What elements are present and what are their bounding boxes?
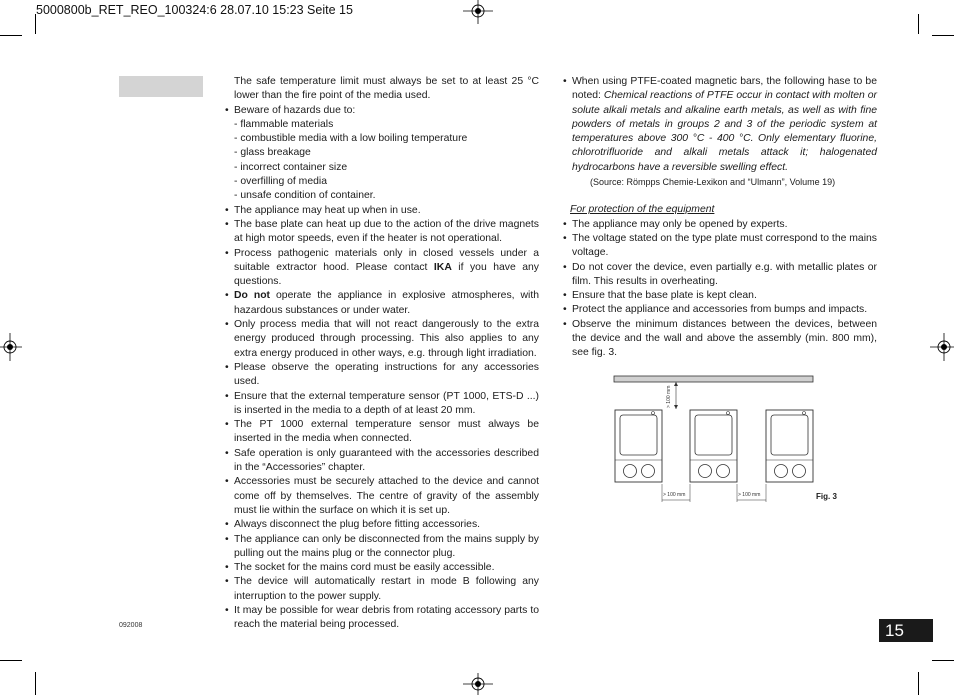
brand-name: IKA (433, 261, 452, 273)
bullet-item: • Only process media that will not react dangerously to the extra energy produced through processing. This also applies to any extra energy produced in other ways, e.g. through light irradiation. (225, 318, 539, 361)
section-marker-bar (119, 76, 203, 97)
crop-mark (35, 672, 36, 695)
bullet-item: • The appliance may only be opened by experts. (563, 218, 877, 232)
registration-mark-icon (930, 333, 954, 361)
bullet-item: • Ensure that the external temperature sensor (PT 1000, ETS-D ...) is inserted in the media to a depth of at least 20 mm. (225, 390, 539, 419)
crop-mark (0, 660, 22, 661)
bullet-item: • Always disconnect the plug before fitting accessories. (225, 518, 539, 532)
hazards-title: • Beware of hazards due to: (225, 104, 539, 118)
bullet-item: • The appliance may heat up when in use. (225, 204, 539, 218)
device-outline (690, 410, 737, 482)
device-outline (766, 410, 813, 482)
bullet-item: • The base plate can heat up due to the action of the drive magnets at high motor speeds, even if the heater is not operational. (225, 218, 539, 247)
bullet-item (225, 289, 539, 318)
ptfe-details: Chemical reactions of PTFE occur in contact with molten or solute alkali metals and alkaline earth metals, as well as with fine powders of metals in groups 2 and 3 of the periodic system at temperatures above 300 °C - 400 °C. Only elementary fluorine, chlorotrifluoride and alkali metals attack it; halogenated hydrocarbons have a reversible swelling effect. (572, 90, 877, 173)
ptfe-intro: When using PTFE-coated magnetic bars, the following hase to be noted: (572, 76, 877, 102)
registration-mark-icon (463, 0, 493, 24)
protection-heading: For protection of the equipment (570, 204, 715, 216)
intro-paragraph: The safe temperature limit must always be set to at least 25 °C lower than the fire point of the media used. (234, 76, 539, 102)
hazard-item: - combustible media with a low boiling temperature (234, 133, 468, 145)
hazard-item: - unsafe condition of container. (234, 190, 376, 202)
spacing-diagram (612, 372, 816, 504)
bullet-item: • Do not cover the device, even partially e.g. with metallic plates or film. This results in overheating. (563, 261, 877, 290)
bullet-item: • The device will automatically restart in mode B following any interruption to the power supply. (225, 575, 539, 604)
bullet-item: • The appliance can only be disconnected from the mains supply by pulling out the mains plug or the connector plug. (225, 533, 539, 562)
bullet-item: • Safe operation is only guaranteed with the accessories described in the “Accessories” chapter. (225, 447, 539, 476)
overhead-shelf (614, 376, 813, 382)
hazard-item: - glass breakage (234, 147, 311, 159)
crop-mark (0, 35, 22, 36)
dimension-label-right: > 100 mm (738, 492, 761, 498)
bullet-item: • It may be possible for wear debris from rotating accessory parts to reach the material being processed. (225, 604, 539, 633)
document-code: 092008 (119, 622, 143, 629)
dimension-label-top: > 100 mm (666, 385, 672, 408)
right-column (563, 75, 877, 361)
bullet-item: • Please observe the operating instructions for any accessories used. (225, 361, 539, 390)
bullet-item: • The voltage stated on the type plate must correspond to the mains voltage. (563, 232, 877, 261)
bullet-text: if you have any questions. (234, 261, 539, 288)
registration-mark-icon (463, 673, 493, 695)
bullet-item: • Observe the minimum distances between the devices, between the device and the wall and above the assembly (min. 800 mm), see fig. 3. (563, 318, 877, 361)
bullet-item: • Protect the appliance and accessories from bumps and impacts. (563, 303, 877, 317)
bullet-item: • Accessories must be securely attached to the device and cannot come off by themselves. The centre of gravity of the assembly must lie within the surface on which it is set up. (225, 475, 539, 518)
left-column (225, 75, 539, 633)
registration-mark-icon (0, 333, 22, 361)
print-slug-header: 5000800b_RET_REO_100324:6 28.07.10 15:23 Seite 15 (36, 3, 353, 17)
bullet-text: operate the appliance in explosive atmospheres, with hazardous substances or under water. (234, 290, 539, 316)
source-citation: (Source: Römpps Chemie-Lexikon and “Ulmann”, Volume 19) (590, 177, 836, 188)
hazard-item: - incorrect container size (234, 161, 348, 173)
bullet-item (225, 247, 539, 290)
ptfe-warning (563, 75, 877, 175)
bullet-item: • The PT 1000 external temperature sensor must always be inserted in the media when connected. (225, 418, 539, 447)
bullet-text: Process pathogenic materials only in closed vessels under a suitable extractor hood. Please contact (234, 247, 539, 273)
crop-mark (918, 14, 919, 34)
crop-mark (35, 14, 36, 34)
device-outline (615, 410, 662, 482)
dimension-label-left: > 100 mm (663, 492, 686, 498)
page-number: 15 (879, 619, 933, 642)
bullet-item: • The socket for the mains cord must be easily accessible. (225, 561, 539, 575)
hazard-item: - flammable materials (234, 118, 334, 130)
bullet-item: • Ensure that the base plate is kept clean. (563, 289, 877, 303)
hazard-item: - overfilling of media (234, 176, 327, 188)
crop-mark (932, 660, 954, 661)
crop-mark (932, 35, 954, 36)
crop-mark (918, 672, 919, 695)
warning-emphasis: Do not (234, 290, 271, 302)
figure-caption: Fig. 3 (816, 492, 837, 501)
